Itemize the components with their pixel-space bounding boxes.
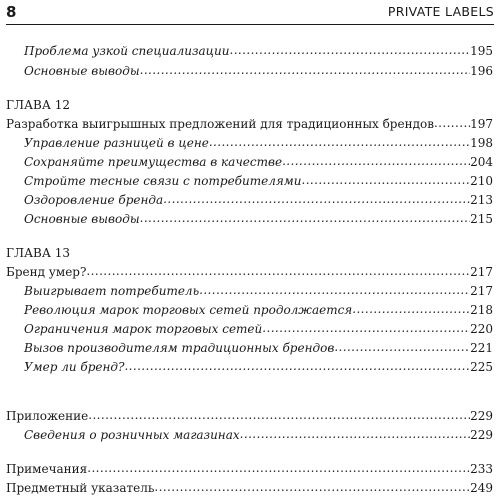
toc-entry-title: Проблема узкой специализации	[24, 44, 230, 58]
toc-entry-page: 229	[470, 428, 493, 442]
dot-leader	[163, 190, 470, 208]
dot-leader	[154, 478, 470, 496]
toc-entry-page: 218	[470, 303, 493, 317]
dot-leader	[352, 300, 470, 318]
toc-entry-title: Примечания	[6, 462, 88, 476]
dot-leader	[199, 281, 470, 299]
toc-entry-page: 217	[470, 284, 493, 298]
toc-entry-title: Основные выводы	[24, 64, 140, 78]
toc-entry	[6, 62, 493, 80]
toc-entry-page: 229	[470, 409, 493, 423]
dot-leader	[301, 171, 470, 189]
toc-entry-page: 196	[470, 64, 493, 78]
dot-leader	[86, 262, 470, 280]
running-title: PRIVATE LABELS	[387, 4, 494, 19]
toc-entry-title: Сохраняйте преимущества в качестве	[24, 155, 283, 169]
toc-entry-title: Оздоровление бренда	[24, 193, 164, 207]
toc-entry-title: Приложение	[6, 409, 89, 423]
toc-entry	[6, 210, 493, 228]
toc-entry-title: Управление разницей в цене	[24, 136, 209, 150]
chapter-12-heading: ГЛАВА 12	[6, 98, 71, 112]
toc-entry-page: 198	[470, 136, 493, 150]
chapter-13-title-entry	[6, 263, 493, 281]
toc-entry-page: 204	[470, 155, 493, 169]
toc-entry	[6, 426, 493, 444]
toc-entry-page: 197	[470, 117, 493, 131]
toc-entry-title: Сведения о розничных магазинах	[24, 428, 240, 442]
dot-leader	[230, 41, 471, 59]
toc-entry-title: Разработка выигрышных предложений для традиционных брендов	[6, 117, 434, 131]
toc-entry-page: 225	[470, 360, 493, 374]
chapter-12-title-entry	[6, 115, 493, 133]
toc-entry	[6, 320, 493, 338]
toc-entry-page: 195	[470, 44, 493, 58]
toc-entry	[6, 153, 493, 171]
toc-entry	[6, 191, 493, 209]
chapter-13-heading: ГЛАВА 13	[6, 246, 71, 260]
toc-entry-page: 249	[470, 481, 493, 495]
toc-entry-title: Стройте тесные связи с потребителями	[24, 174, 302, 188]
toc-entry	[6, 282, 493, 300]
dot-leader	[140, 209, 470, 227]
toc-entry-title: Революция марок торговых сетей продолжается	[24, 303, 353, 317]
header-rule	[6, 24, 494, 25]
dot-leader	[140, 61, 470, 79]
toc-entry-title: Бренд умер?	[6, 265, 87, 279]
dot-leader	[240, 425, 470, 443]
notes-entry	[6, 460, 493, 478]
toc-entry-title: Ограничения марок торговых сетей	[24, 322, 263, 336]
toc-entry	[6, 172, 493, 190]
dot-leader	[124, 357, 470, 375]
page-header	[6, 3, 494, 23]
dot-leader	[282, 152, 470, 170]
dot-leader	[262, 319, 470, 337]
page-number: 8	[6, 3, 17, 21]
dot-leader	[87, 459, 470, 477]
toc-entry-page: 221	[470, 341, 493, 355]
toc-entry	[6, 134, 493, 152]
toc-entry-title: Умер ли бренд?	[24, 360, 125, 374]
dot-leader	[434, 114, 470, 132]
toc-entry-page: 213	[470, 193, 493, 207]
dot-leader	[88, 406, 470, 424]
toc-entry-title: Предметный указатель	[6, 481, 155, 495]
toc-entry-page: 233	[470, 462, 493, 476]
toc-entry	[6, 301, 493, 319]
toc-entry-title: Выигрывает потребитель	[24, 284, 200, 298]
toc-entry-page: 210	[470, 174, 493, 188]
toc-entry	[6, 42, 493, 60]
toc-entry-page: 215	[470, 212, 493, 226]
toc-entry-page: 217	[470, 265, 493, 279]
toc-entry	[6, 358, 493, 376]
toc-entry	[6, 339, 493, 357]
dot-leader	[209, 133, 470, 151]
dot-leader	[334, 338, 470, 356]
toc-entry-title: Основные выводы	[24, 212, 140, 226]
toc-entry-title: Вызов производителям традиционных брендов	[24, 341, 335, 355]
appendix-entry	[6, 407, 493, 425]
index-entry	[6, 479, 493, 497]
toc-entry-page: 220	[470, 322, 493, 336]
